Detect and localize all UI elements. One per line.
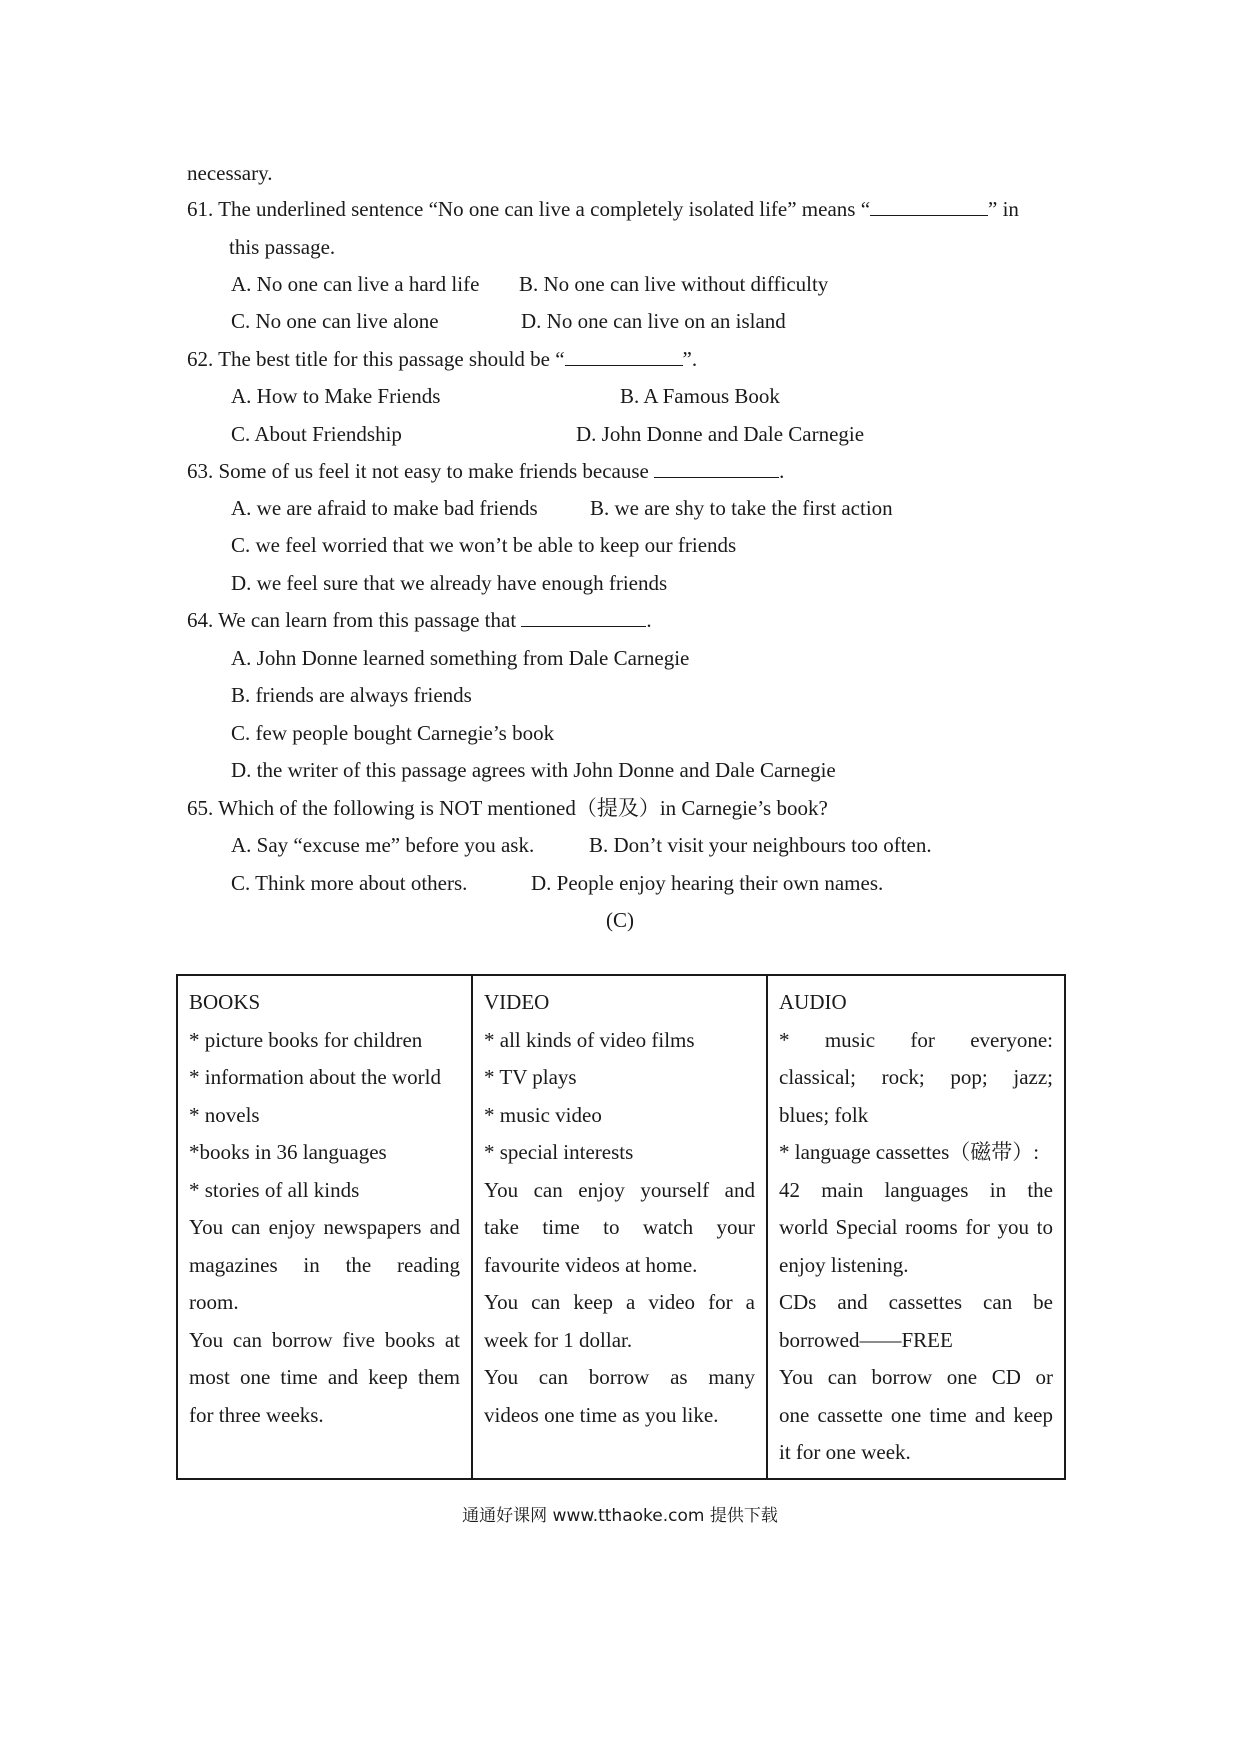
list-item: * stories of all kinds (189, 1177, 360, 1202)
question-62-option-a: A. How to Make Friends (231, 384, 441, 408)
list-item: * all kinds of video films (484, 1027, 695, 1052)
question-61-stem (187, 196, 1019, 222)
section-label: (C) (606, 908, 634, 932)
video-cell (472, 975, 767, 1479)
cell-text-line: You can keep a video for a (484, 1290, 755, 1314)
question-61-stem-cont: this passage. (229, 235, 336, 259)
cell-text-line: classical; rock; pop; jazz; (779, 1065, 1053, 1089)
cell-text-line: most one time and keep them (189, 1365, 460, 1389)
question-63-stem-lead: 63. Some of us feel it not easy to make friends because (187, 459, 655, 483)
question-64-option-d: D. the writer of this passage agrees with John Donne and Dale Carnegie (231, 758, 836, 782)
cell-text-line: world Special rooms for you to (779, 1215, 1053, 1239)
cell-text-line: You can borrow as many (484, 1365, 755, 1389)
question-62-stem-tail: ”. (682, 347, 698, 371)
question-61-stem-tail: ” in (988, 197, 1019, 221)
cell-text-line: week for 1 dollar. (484, 1327, 633, 1352)
cell-text-line: enjoy listening. (779, 1252, 909, 1277)
cell-text-line: for three weeks. (189, 1402, 324, 1427)
cell-text-line: You can enjoy newspapers and (189, 1215, 460, 1239)
passage-tail: necessary. (187, 161, 273, 185)
question-64-option-b: B. friends are always friends (231, 683, 472, 707)
cell-text-line: You can borrow five books at (189, 1327, 460, 1352)
question-62-option-d: D. John Donne and Dale Carnegie (576, 422, 865, 446)
question-64-stem-lead: 64. We can learn from this passage that (187, 608, 522, 632)
page-footer: 通通好课网 www.tthaoke.com 提供下载 (462, 1506, 778, 1526)
cell-text-line: room. (189, 1290, 239, 1314)
answer-blank (565, 347, 683, 366)
question-63-stem (187, 458, 784, 484)
list-item: * picture books for children (189, 1027, 423, 1052)
question-63-option-a: A. we are afraid to make bad friends (231, 496, 538, 520)
question-61-option-d: D. No one can live on an island (521, 309, 786, 333)
question-64-option-c: C. few people bought Carnegie’s book (231, 721, 555, 745)
cell-text-line: You can borrow one CD or (779, 1365, 1053, 1389)
cell-text-line: CDs and cassettes can be (779, 1290, 1053, 1314)
question-63-option-c: C. we feel worried that we won’t be able to keep our friends (231, 533, 737, 557)
question-63-option-b: B. we are shy to take the first action (590, 496, 893, 520)
question-62-stem-lead: 62. The best title for this passage should be “ (187, 347, 565, 371)
video-heading: VIDEO (484, 990, 550, 1014)
list-item: * novels (189, 1102, 260, 1127)
question-62-option-b: B. A Famous Book (620, 384, 780, 408)
question-65-option-c: C. Think more about others. (231, 871, 468, 895)
list-item: * music for everyone: (779, 1027, 1053, 1052)
question-63-option-d: D. we feel sure that we already have enough friends (231, 571, 668, 595)
books-cell (177, 975, 472, 1479)
cell-text-line: take time to watch your (484, 1215, 755, 1239)
table-row (177, 975, 1065, 1479)
answer-blank (654, 459, 779, 478)
audio-heading: AUDIO (779, 990, 847, 1014)
question-62-stem (187, 346, 697, 372)
list-item: * language cassettes（磁带）: (779, 1140, 1040, 1164)
question-64-stem-tail: . (646, 608, 652, 632)
cell-text-line: borrowed——FREE (779, 1327, 953, 1352)
question-64-option-a: A. John Donne learned something from Dale Carnegie (231, 646, 690, 670)
audio-cell (767, 975, 1065, 1479)
question-61-stem-lead: 61. The underlined sentence “No one can live a completely isolated life” means “ (187, 197, 871, 221)
question-62-option-c: C. About Friendship (231, 422, 402, 446)
books-heading: BOOKS (189, 990, 261, 1014)
cell-text-line: 42 main languages in the (779, 1177, 1053, 1202)
question-65-option-b: B. Don’t visit your neighbours too often. (589, 833, 932, 857)
list-item: * music video (484, 1102, 602, 1127)
question-61-option-c: C. No one can live alone (231, 309, 439, 333)
list-item: * special interests (484, 1140, 634, 1164)
cell-text-line: blues; folk (779, 1102, 869, 1127)
question-65-option-a: A. Say “excuse me” before you ask. (231, 833, 535, 857)
library-services-table (176, 974, 1066, 1480)
answer-blank (870, 197, 988, 216)
cell-text-line: videos one time as you like. (484, 1402, 719, 1427)
question-61-option-b: B. No one can live without difficulty (519, 272, 829, 296)
question-61-option-a: A. No one can live a hard life (231, 272, 480, 296)
cell-text-line: You can enjoy yourself and (484, 1177, 755, 1202)
question-64-stem (187, 607, 652, 633)
question-63-stem-tail: . (779, 459, 785, 483)
cell-text-line: one cassette one time and keep (779, 1402, 1053, 1427)
answer-blank (521, 608, 646, 627)
list-item: * information about the world (189, 1065, 441, 1089)
list-item: *books in 36 languages (189, 1140, 387, 1164)
question-65-stem: 65. Which of the following is NOT mentioned（提及）in Carnegie’s book? (187, 796, 828, 820)
list-item: * TV plays (484, 1065, 577, 1089)
cell-text-line: it for one week. (779, 1440, 911, 1464)
cell-text-line: favourite videos at home. (484, 1252, 698, 1277)
question-65-option-d: D. People enjoy hearing their own names. (531, 871, 884, 895)
cell-text-line: magazines in the reading (189, 1252, 460, 1277)
